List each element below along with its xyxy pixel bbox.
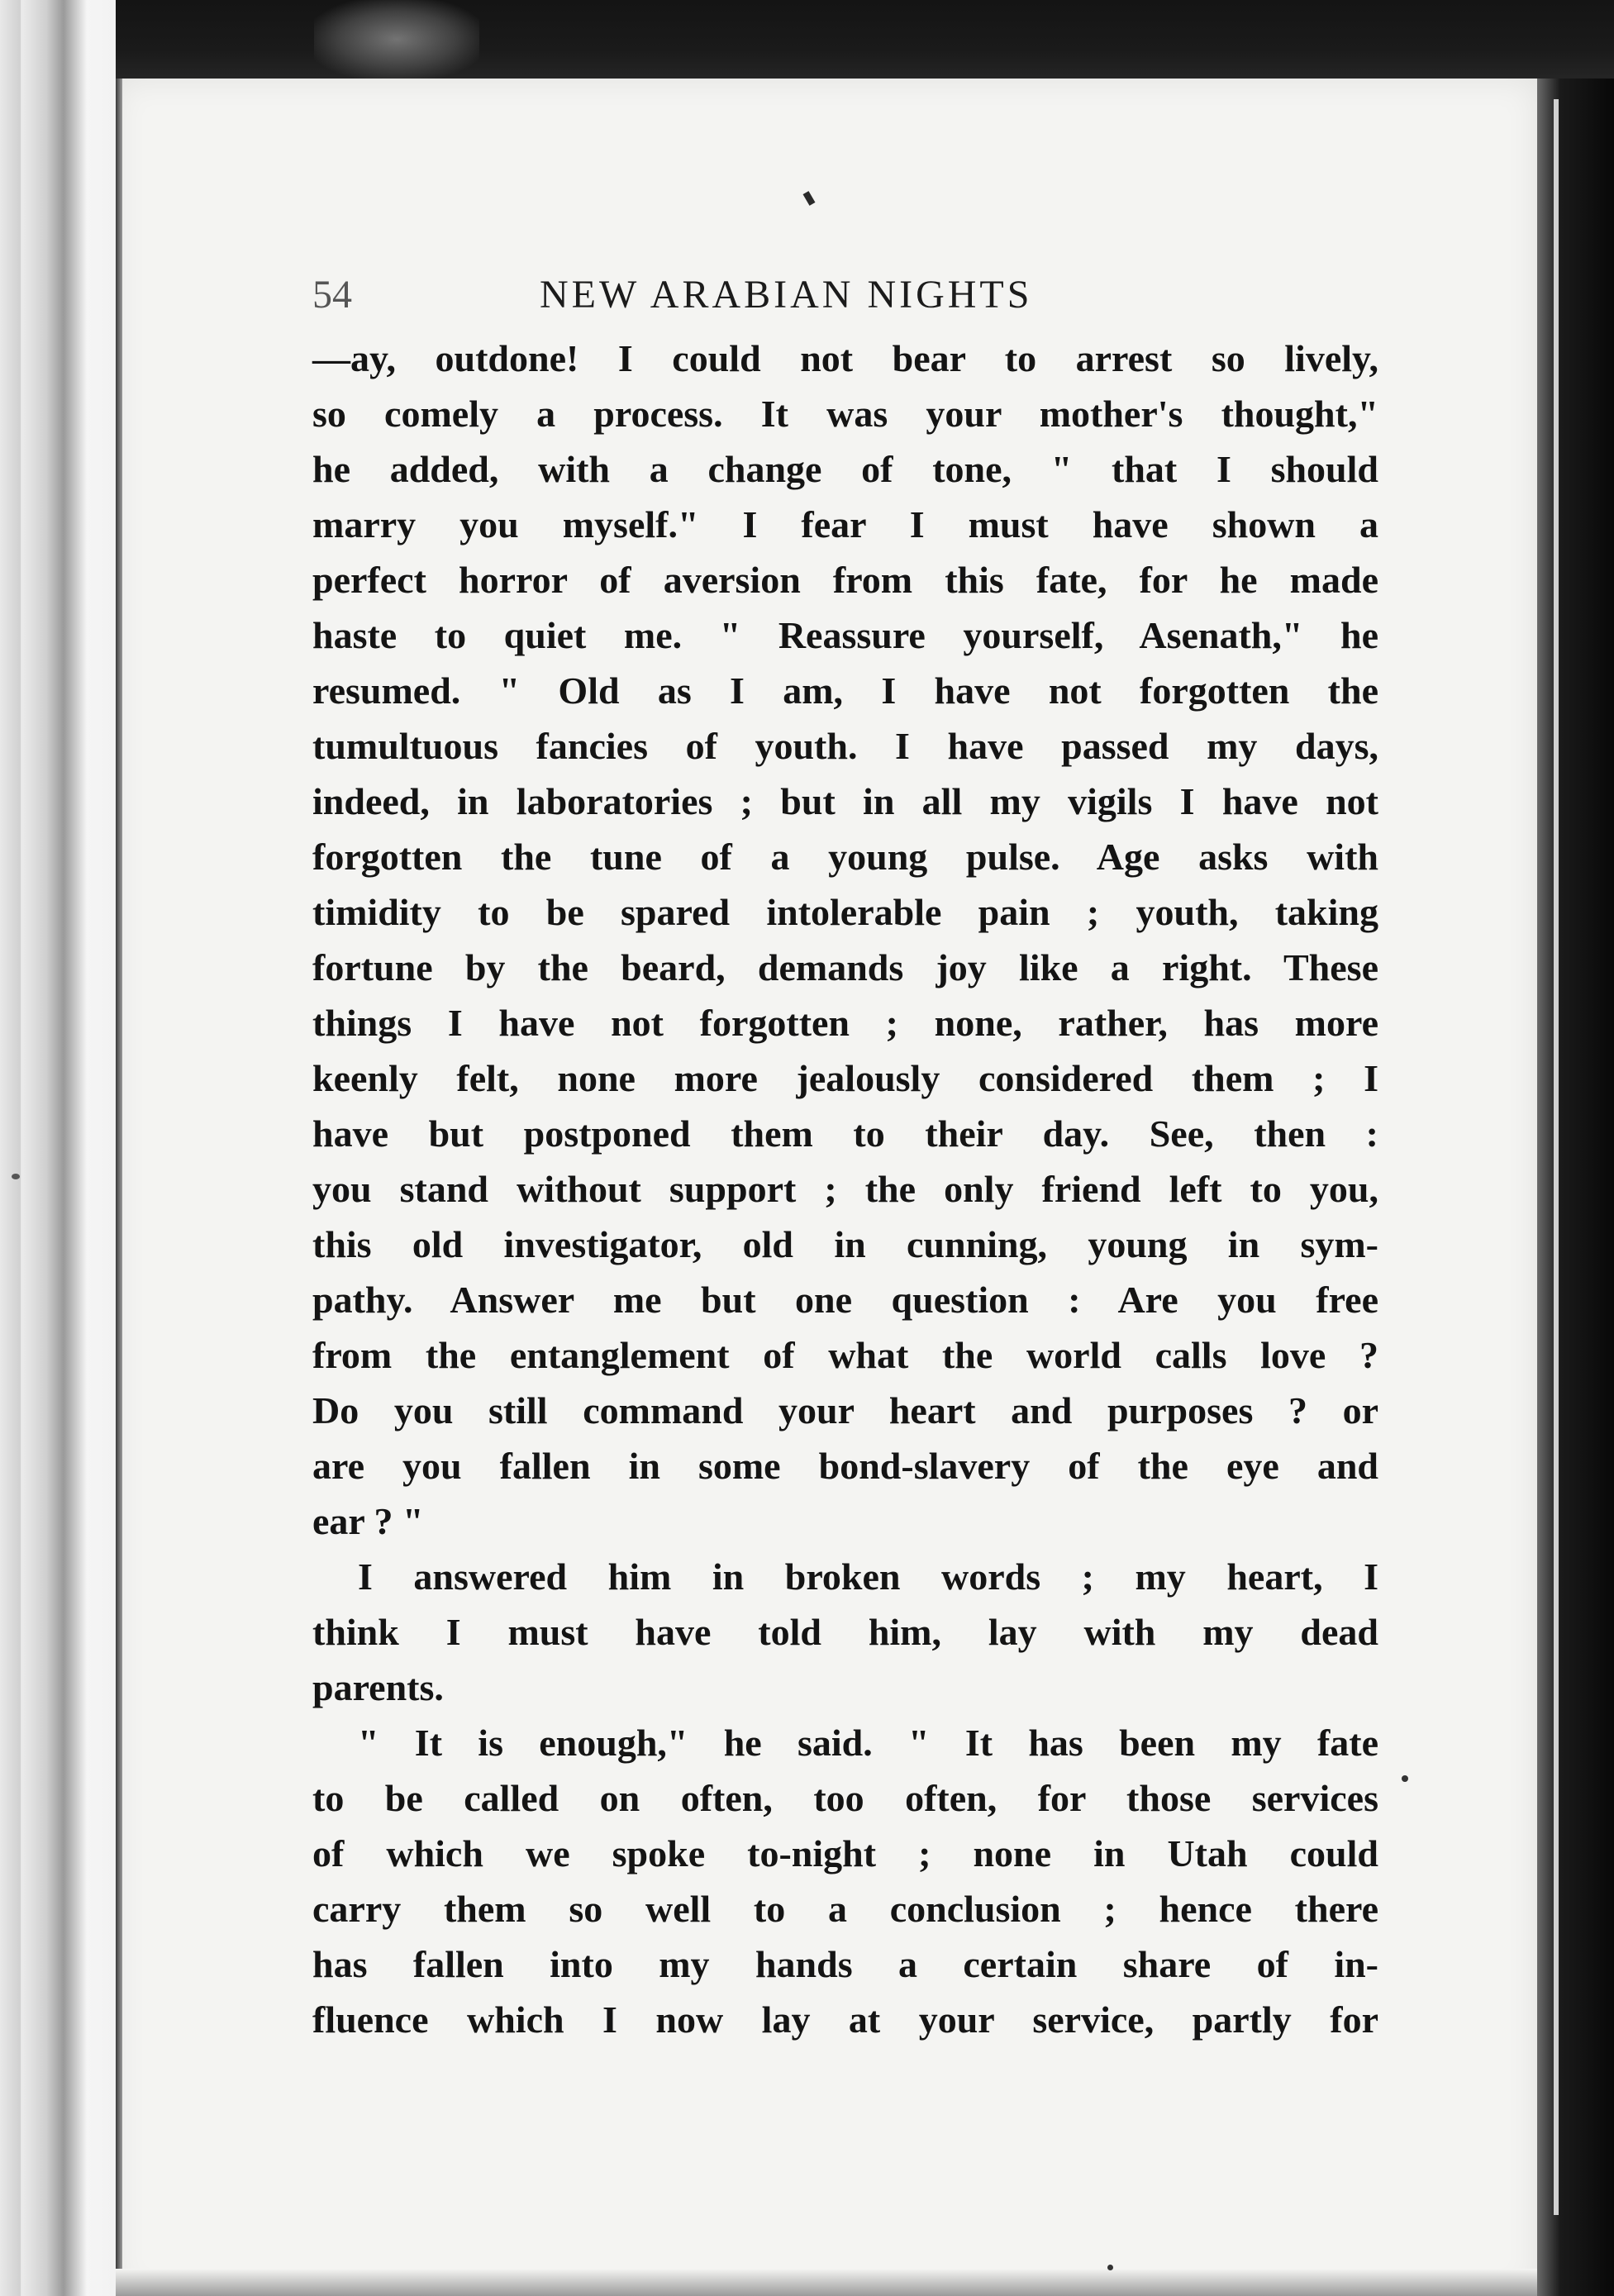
text-line: parents. [312,1666,444,1708]
text-line: this old investigator, old in cunning, young in sym- [312,1223,1378,1265]
ink-dot [1402,1775,1408,1782]
book-title: NEW ARABIAN NIGHTS [540,273,1033,317]
ink-dot [1107,2265,1113,2270]
page-number: 54 [312,273,352,317]
text-line: timidity to be spared intolerable pain ; youth, taking [312,891,1378,933]
text-line: to be called on often, too often, for those services [312,1777,1378,1819]
text-line: indeed, in laboratories ; but in all my vigils I have not [312,780,1378,822]
text-line: Do you still command your heart and purposes ? or [312,1389,1378,1431]
text-line: pathy. Answer me but one question : Are you free [312,1279,1378,1321]
text-line: he added, with a change of tone, " that I should [312,448,1378,490]
text-line: fluence which I now lay at your service, partly for [312,1998,1378,2041]
text-line: fortune by the beard, demands joy like a right. These [312,946,1378,988]
text-line: forgotten the tune of a young pulse. Age asks with [312,836,1378,878]
text-line: think I must have told him, lay with my dead [312,1611,1378,1653]
scan-bottom-margin [116,2269,1537,2296]
text-line: tumultuous fancies of youth. I have passed my days, [312,725,1378,767]
running-head [312,266,1378,324]
text-line: from the entanglement of what the world calls love ? [312,1334,1378,1376]
page-left-edge [116,79,122,2296]
scan-smudge [314,0,479,79]
text-line: —ay, outdone! I could not bear to arrest so lively, [312,337,1378,379]
page-right-fold [1554,99,1559,2215]
text-line: you stand without support ; the only friend left to you, [312,1168,1378,1210]
text-line: are you fallen in some bond-slavery of the eye and [312,1445,1378,1487]
text-line: has fallen into my hands a certain share of in- [312,1943,1378,1985]
text-line: " It is enough," he said. " It has been my fate [358,1722,1378,1764]
scan-left-strip [0,0,21,2296]
text-line: resumed. " Old as I am, I have not forgotten the [312,669,1378,712]
scan-right-margin [1537,79,1614,2296]
text-line: I answered him in broken words ; my heart, I [358,1555,1378,1598]
body-text [312,331,1378,2047]
scan-top-margin [0,0,1614,83]
text-line: haste to quiet me. " Reassure yourself, Asenath," he [312,614,1378,656]
ink-dot [12,1174,20,1179]
text-line: carry them so well to a conclusion ; hence there [312,1888,1378,1930]
text-line: so comely a process. It was your mother's thought," [312,393,1378,435]
text-line: marry you myself." I fear I must have shown a [312,503,1378,545]
text-line: have but postponed them to their day. See, then : [312,1112,1378,1155]
text-line: perfect horror of aversion from this fate, for he made [312,559,1378,601]
text-line: ear ? " [312,1500,424,1542]
text-line: of which we spoke to-night ; none in Utah could [312,1832,1378,1874]
text-line: things I have not forgotten ; none, rather, has more [312,1002,1378,1044]
text-line: keenly felt, none more jealously considered them ; I [312,1057,1378,1099]
